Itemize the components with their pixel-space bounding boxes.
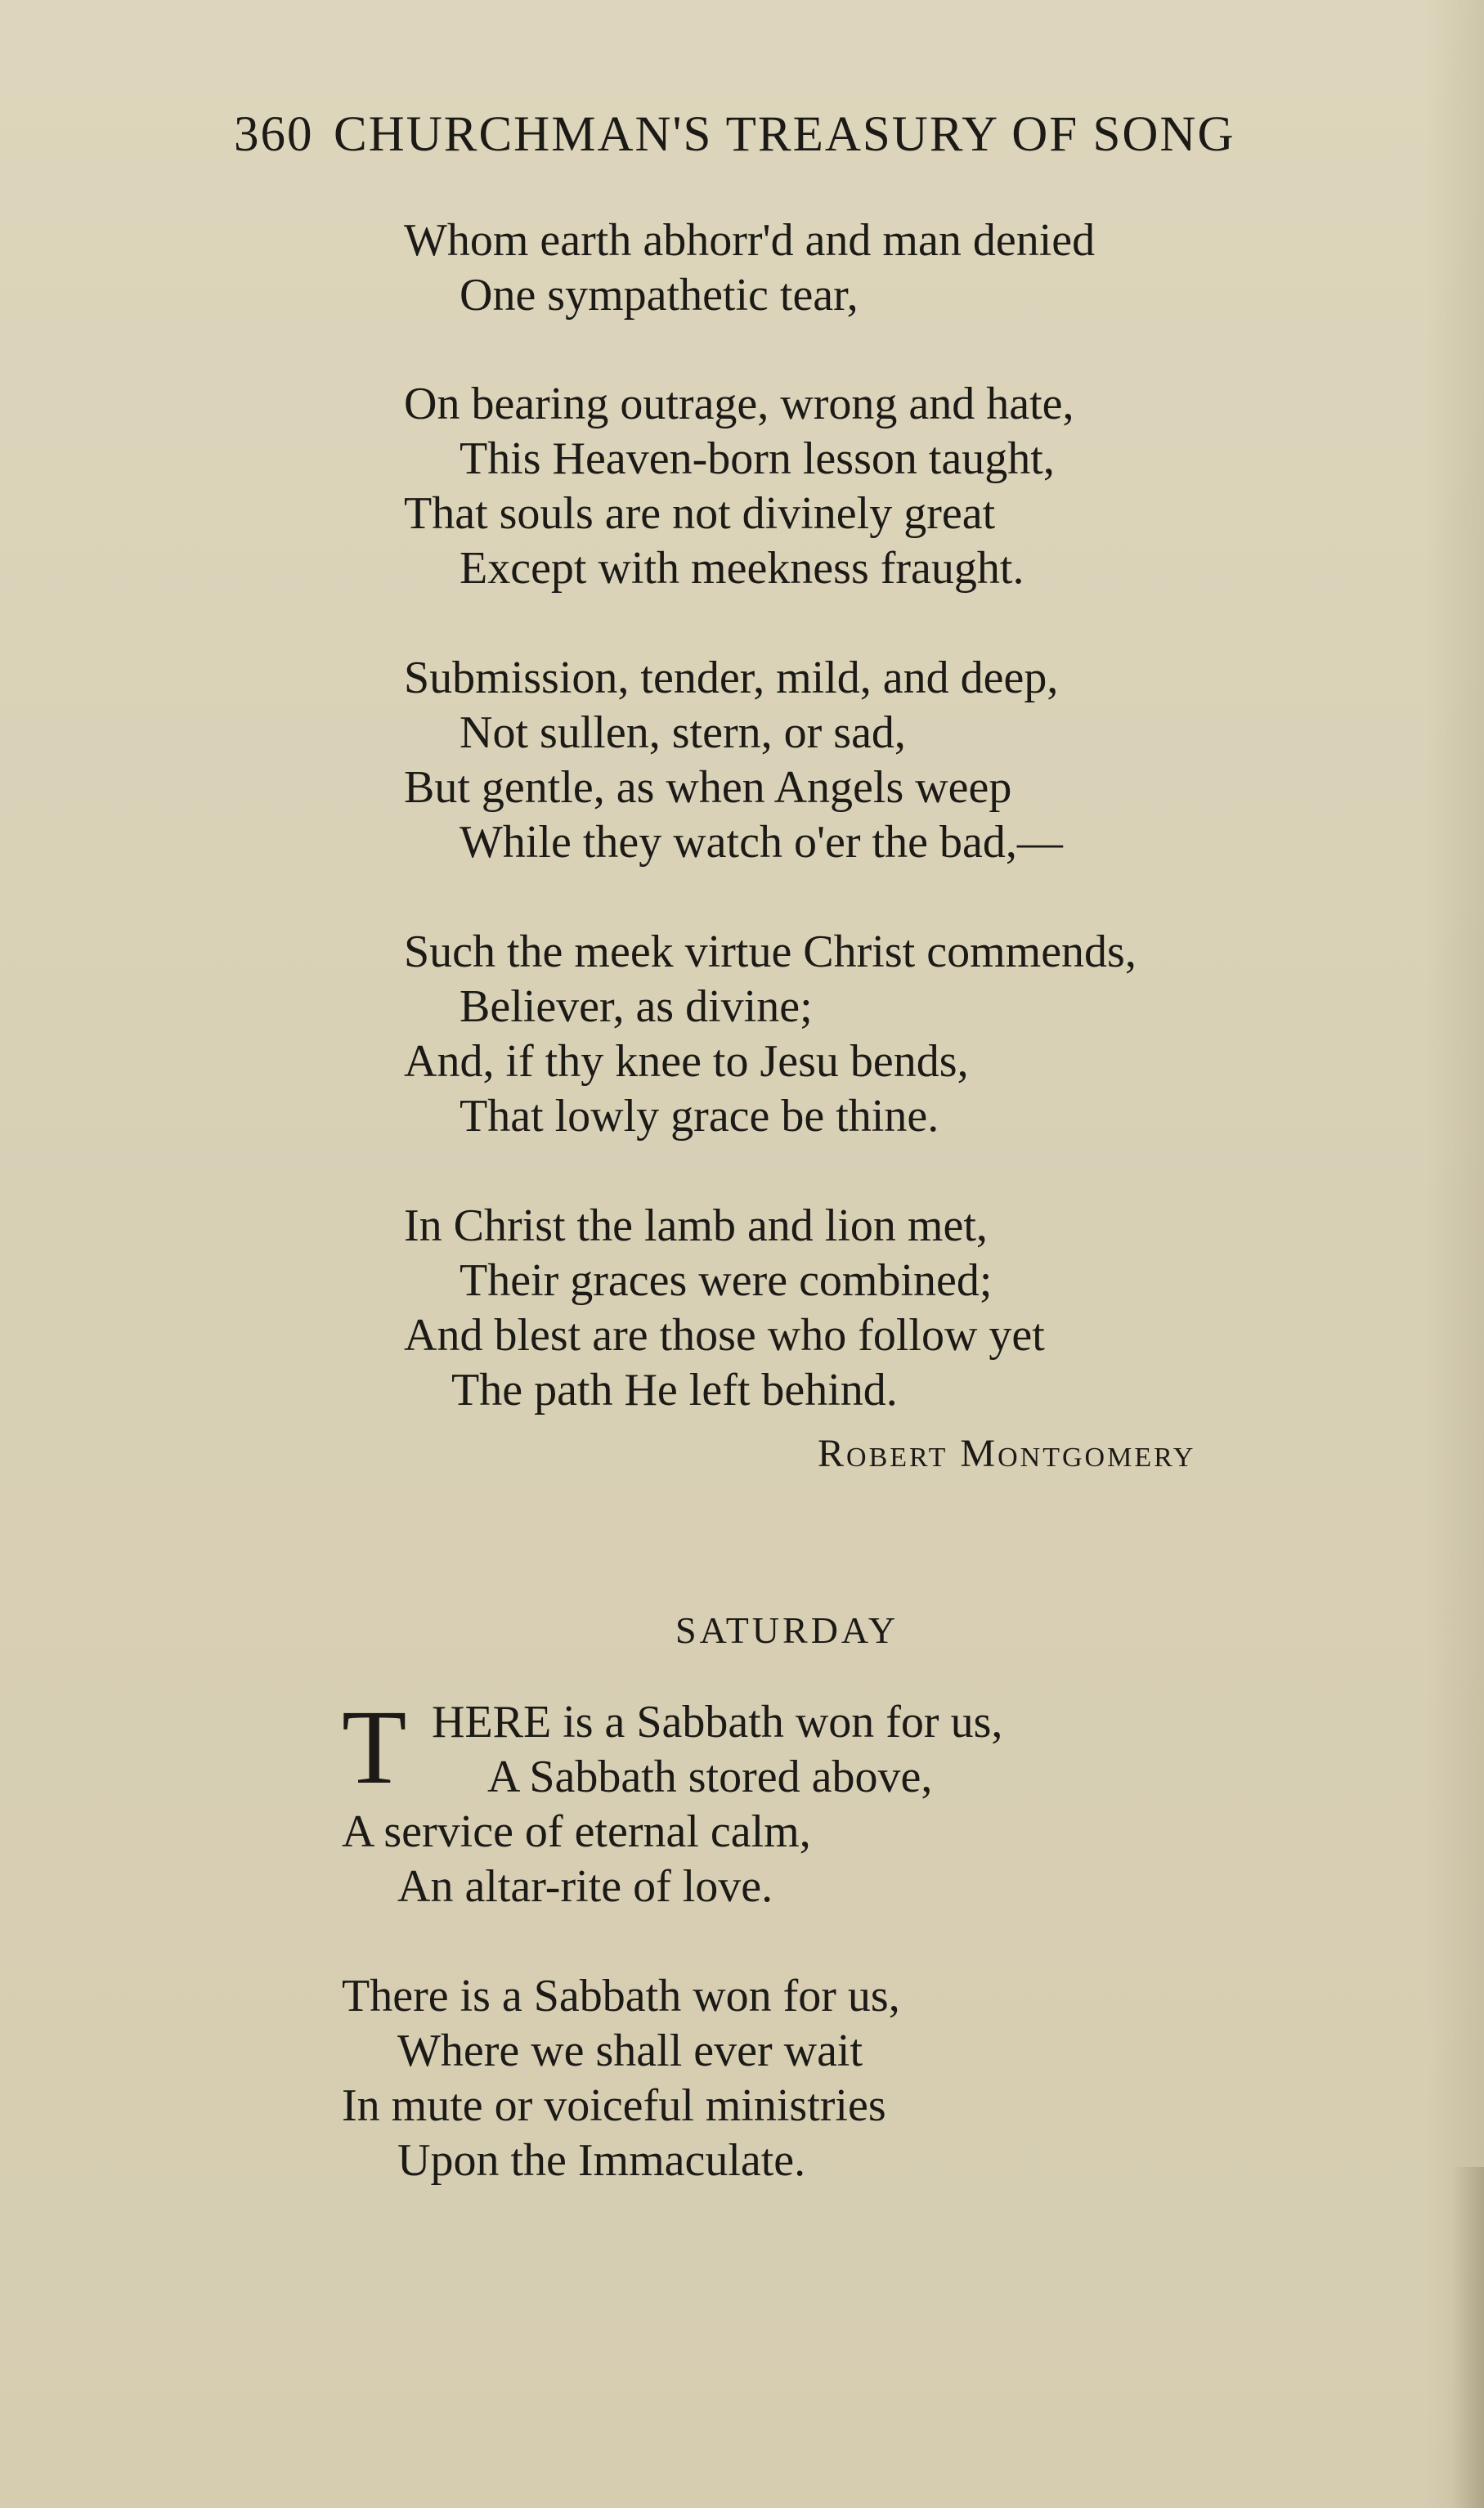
running-title: CHURCHMAN'S TREASURY OF SONG (334, 107, 1235, 162)
page-number: 360 (234, 107, 314, 162)
poem-line: Such the meek virtue Christ commends, (404, 926, 1137, 977)
poem-line: In mute or voiceful ministries (342, 2080, 886, 2131)
poem-line: Upon the Immaculate. (397, 2135, 806, 2186)
poem-line: This Heaven-born lesson taught, (460, 433, 1055, 484)
drop-cap: T (342, 1689, 407, 1806)
page-header (234, 102, 1395, 168)
poem-line: An altar-rite of love. (397, 1861, 773, 1912)
poem-attribution: Robert Montgomery (818, 1432, 1196, 1475)
poem-line: One sympathetic tear, (460, 270, 859, 321)
poem-line: Whom earth abhorr'd and man denied (404, 215, 1096, 266)
poem-line: And, if thy knee to Jesu bends, (404, 1036, 969, 1087)
poem-line: Where we shall ever wait (397, 2026, 863, 2076)
page-edge-shadow (1451, 2167, 1484, 2508)
poem-line: That lowly grace be thine. (460, 1091, 939, 1142)
poem-line: Their graces were combined; (460, 1255, 993, 1306)
poem-line: The path He left behind. (451, 1365, 898, 1416)
poem-line: A service of eternal calm, (342, 1806, 811, 1857)
poem-line: But gentle, as when Angels weep (404, 762, 1012, 813)
poem-line: And blest are those who follow yet (404, 1310, 1045, 1361)
poem-line: Except with meekness fraught. (460, 543, 1024, 594)
poem-line: Not sullen, stern, or sad, (460, 707, 906, 758)
poem-line: Submission, tender, mild, and deep, (404, 653, 1059, 703)
poem-line: In Christ the lamb and lion met, (404, 1200, 988, 1251)
poem-line: On bearing outrage, wrong and hate, (404, 379, 1074, 429)
poem-line: Believer, as divine; (460, 981, 813, 1032)
poem-line: While they watch o'er the bad,— (460, 817, 1063, 868)
poem-line: That souls are not divinely great (404, 488, 996, 539)
poem-line: HERE is a Sabbath won for us, (432, 1697, 1003, 1748)
poem-line: A Sabbath stored above, (487, 1752, 933, 1802)
poem-line: There is a Sabbath won for us, (342, 1971, 900, 2021)
section-title: SATURDAY (675, 1609, 899, 1651)
